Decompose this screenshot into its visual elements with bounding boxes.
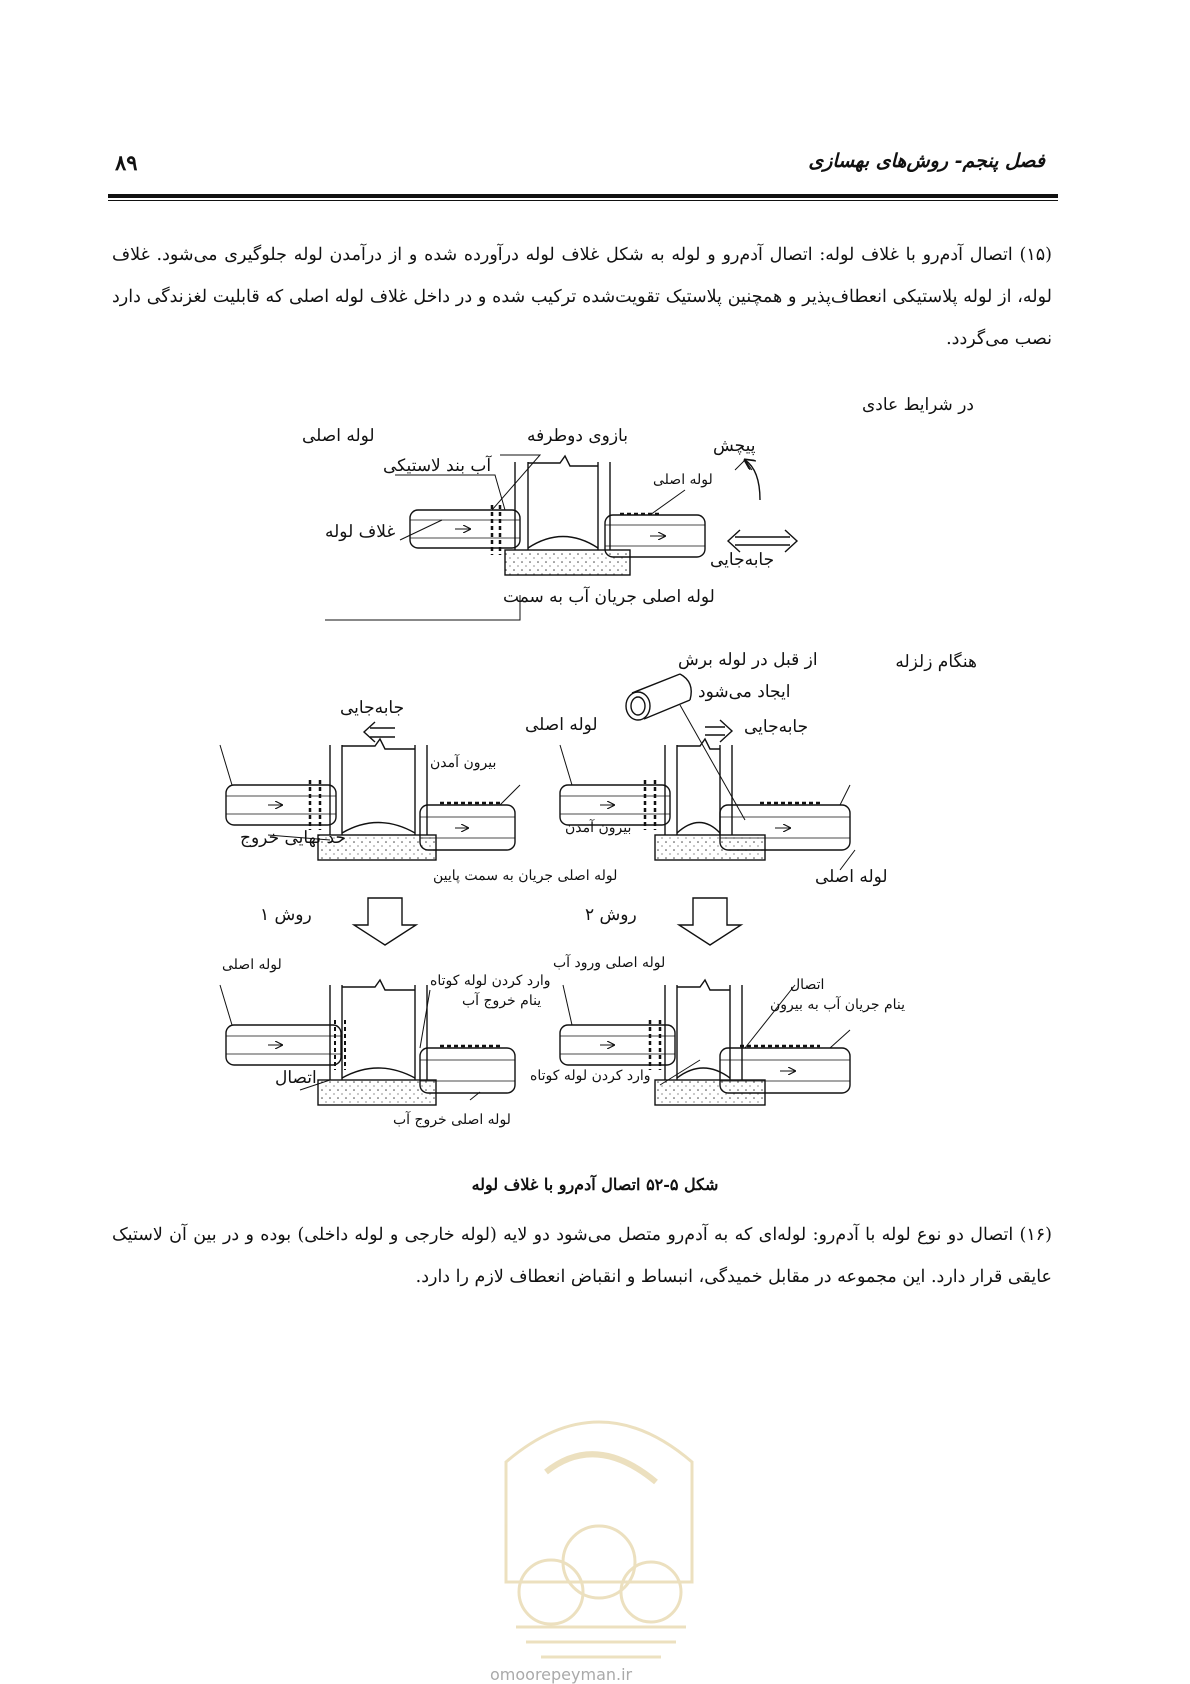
- label-m1-insert-short: وارد کردن لوله کوتاه: [430, 973, 551, 989]
- label-rubber-seal: آب بند لاستیکی: [383, 456, 492, 476]
- normal-section-title: در شرایط عادی: [861, 395, 974, 415]
- earthquake-section-title: هنگام زلزله: [895, 652, 977, 672]
- label-twist: پیچش: [713, 436, 756, 456]
- label-coming-out-top: بیرون آمدن: [430, 755, 497, 771]
- label-m1-main-pipe: لوله اصلی: [222, 957, 282, 973]
- label-m2-insert-short: وارد کردن لوله کوتاه: [530, 1068, 651, 1084]
- chapter-title: فصل پنجم- روش‌های بهسازی: [808, 150, 1045, 172]
- label-m2-connection: اتصال: [790, 977, 825, 993]
- label-displacement: جابه‌جایی: [710, 550, 775, 570]
- figure-caption: شکل ۵-۵۲ اتصال آدم‌رو با غلاف لوله: [471, 1175, 719, 1194]
- label-final-exit-limit: حد نهایی خروج: [240, 828, 346, 848]
- label-m2-named-flow-out: ینام جریان آب به بیرون: [770, 997, 906, 1013]
- label-main-pipe-bottom: لوله اصلی: [815, 867, 888, 887]
- earthquake-diagram-2: [560, 674, 855, 870]
- label-m2-main-inlet: لوله اصلی ورود آب: [553, 955, 666, 971]
- label-main-pipe-eq: لوله اصلی: [525, 715, 598, 735]
- paragraph-16: (۱۶) اتصال دو نوع لوله با آدم‌رو: لوله‌ای که به آدم‌رو متصل می‌شود دو لایه (لوله خارجی و لوله داخلی) بوده و در بین آن لاستیک عایقی قرار دارد. این مجموعه در مقابل خمیدگی، انبساط و انقباض انعطاف لازم را دارد.: [112, 1225, 1052, 1287]
- page-number: ۸۹: [115, 150, 138, 175]
- down-arrow-2: [679, 898, 741, 945]
- label-displacement-right: جابه‌جایی: [744, 717, 809, 737]
- label-m1-main-outlet: لوله اصلی خروج آب: [393, 1112, 511, 1128]
- label-flow-downward: لوله اصلی جریان به سمت پایین: [433, 868, 618, 884]
- label-method-1: روش ۱: [260, 905, 312, 925]
- label-cut-before: از قبل در لوله برش: [678, 650, 818, 670]
- label-flow-direction: لوله اصلی جریان آب به سمت: [503, 587, 715, 607]
- label-coming-out: بیرون آمدن: [565, 820, 632, 836]
- label-main-pipe-left: لوله اصلی: [302, 426, 375, 446]
- paragraph-15: (۱۵) اتصال آدم‌رو با غلاف لوله: اتصال آدم‌رو و لوله به شکل غلاف لوله درآورده شده و از درآمدن لوله جلوگیری می‌شود. غلاف لوله، از لوله پلاستیکی انعطاف‌پذیر و همچنین پلاستیک تقویت‌شده ترکیب شده و در داخل غلاف لوله اصلی که قابلیت لغزندگی دارد نصب می‌گردد.: [112, 245, 1052, 349]
- label-method-2: روش ۲: [585, 905, 637, 925]
- label-is-created: ایجاد می‌شود: [698, 682, 791, 702]
- label-main-pipe-right: لوله اصلی: [653, 472, 713, 488]
- down-arrow-1: [354, 898, 416, 945]
- label-double-arm: بازوی دوطرفه: [527, 426, 628, 446]
- watermark-url: omoorepeyman.ir: [490, 1665, 633, 1684]
- label-m1-connection: اتصال: [275, 1068, 317, 1088]
- label-pipe-sleeve: غلاف لوله: [325, 522, 396, 542]
- label-displacement-left: جابه‌جایی: [340, 698, 405, 718]
- label-m1-named-outlet: ینام خروج آب: [462, 993, 542, 1009]
- watermark-logo: [486, 1392, 712, 1666]
